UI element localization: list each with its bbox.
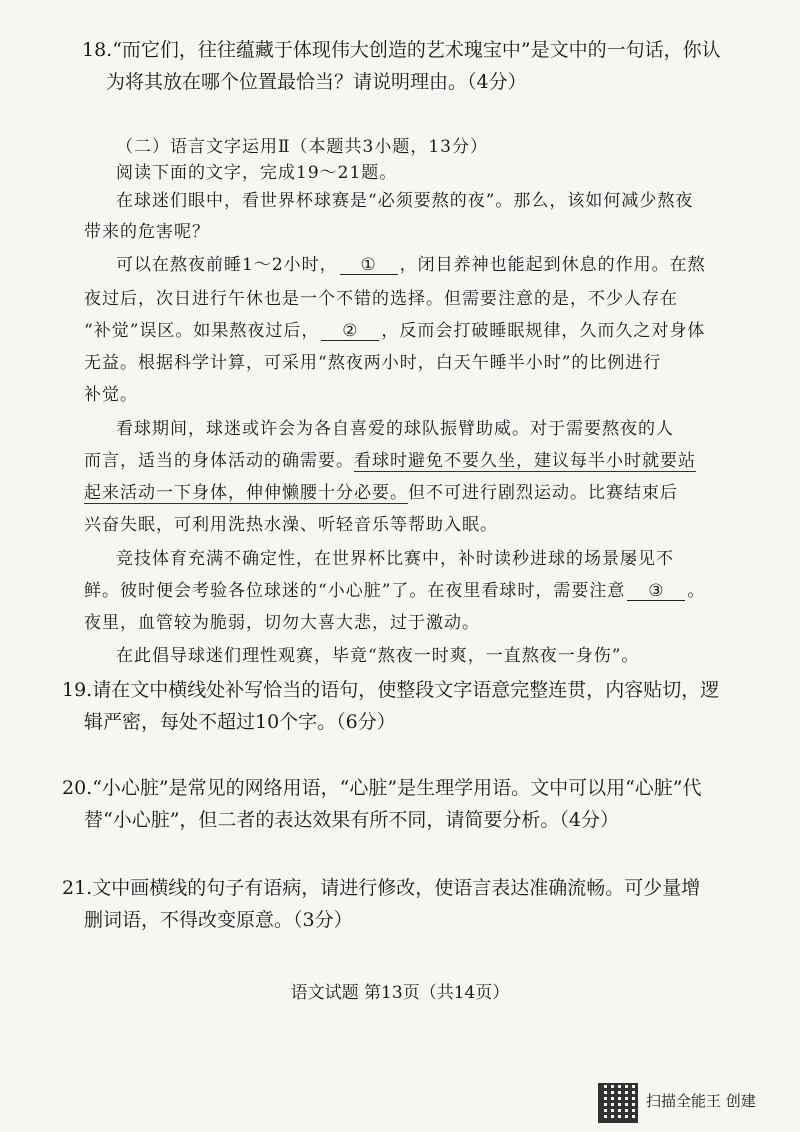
scanner-watermark: 扫描全能王 创建 xyxy=(646,1092,756,1110)
passage-text: ，反而会打破睡眠规律，久而久之对身体 xyxy=(381,321,706,341)
q19-line2: 辑严密，每处不超过10个字。（6分） xyxy=(84,711,396,733)
passage-line xyxy=(84,482,678,504)
passage-line: 夜过后，次日进行午休也是一个不错的选择。但需要注意的是，不少人存在 xyxy=(84,289,678,309)
passage-line: 竞技体育充满不确定性，在世界杯比赛中，补时读秒进球的场景屡见不 xyxy=(116,549,674,569)
passage-line: 带来的危害呢？ xyxy=(84,222,210,242)
q19-line1: 19.请在文中横线处补写恰当的语句，使整段文字语意完整连贯，内容贴切，逻 xyxy=(62,679,720,701)
passage-line: 兴奋失眠，可利用洗热水澡、听轻音乐等帮助入眠。 xyxy=(84,515,498,535)
passage-line xyxy=(116,254,706,276)
q20-line2: 替“小心脏”，但二者的表达效果有所不同，请简要分析。（4分） xyxy=(84,809,620,831)
passage-text: “补觉”误区。如果熬夜过后， xyxy=(84,321,320,341)
section-heading: （二）语言文字运用Ⅱ（本题共3小题，13分） xyxy=(116,137,489,157)
passage-line: 夜里，血管较为脆弱，切勿大喜大悲，过于激动。 xyxy=(84,613,480,633)
q21-line1: 21.文中画横线的句子有语病，请进行修改，使语言表达准确流畅。可少量增 xyxy=(62,877,701,899)
passage-line xyxy=(84,320,705,342)
page-footer: 语文试题 第13页（共14页） xyxy=(290,983,510,1003)
blank-1: ① xyxy=(340,256,398,275)
passage-line: 无益。根据科学计算，可采用“熬夜两小时，白天午睡半小时”的比例进行 xyxy=(84,353,662,373)
passage-text: 可以在熬夜前睡1～2小时， xyxy=(116,255,338,275)
passage-line: 在此倡导球迷们理性观赛，毕竟“熬夜一时爽，一直熬夜一身伤”。 xyxy=(116,646,640,666)
qr-code-icon xyxy=(598,1083,638,1123)
passage-text: 但不可进行剧烈运动。比赛结束后 xyxy=(408,483,678,503)
q21-line2: 删词语，不得改变原意。（3分） xyxy=(84,909,353,931)
question-19 xyxy=(62,674,719,738)
passage-text: 而言，适当的身体活动的确需要。 xyxy=(84,451,354,471)
passage-text: 。 xyxy=(687,581,706,601)
question-21 xyxy=(62,872,700,936)
passage-line xyxy=(84,450,696,472)
passage-text: 鲜。彼时便会考验各位球迷的“小心脏”了。在夜里看球时，需要注意 xyxy=(84,581,626,601)
section-instruction: 阅读下面的文字，完成19～21题。 xyxy=(116,163,398,183)
question-20 xyxy=(62,772,702,836)
passage-line: 补觉。 xyxy=(84,385,138,405)
passage-line: 看球期间，球迷或许会为各自喜爱的球队振臂助威。对于需要熬夜的人 xyxy=(116,419,674,439)
underlined-sentence: 起来活动一下身体，伸伸懒腰十分必要。 xyxy=(84,483,408,503)
blank-3: ③ xyxy=(627,582,685,601)
q20-line1: 20.“小心脏”是常见的网络用语，“心脏”是生理学用语。文中可以用“心脏”代 xyxy=(62,777,702,799)
passage-line xyxy=(84,580,705,602)
blank-2: ② xyxy=(321,322,379,341)
underlined-sentence: 看球时避免不要久坐，建议每半小时就要站 xyxy=(354,451,696,471)
question-18 xyxy=(82,34,721,98)
q18-line1: 18.“而它们，往往蕴藏于体现伟大创造的艺术瑰宝中”是文中的一句话，你认 xyxy=(82,39,721,61)
passage-text: ，闭目养神也能起到休息的作用。在熬 xyxy=(399,255,706,275)
q18-line2: 为将其放在哪个位置最恰当？请说明理由。（4分） xyxy=(106,71,527,93)
passage-line: 在球迷们眼中，看世界杯球赛是“必须要熬的夜”。那么，该如何减少熬夜 xyxy=(116,191,694,211)
